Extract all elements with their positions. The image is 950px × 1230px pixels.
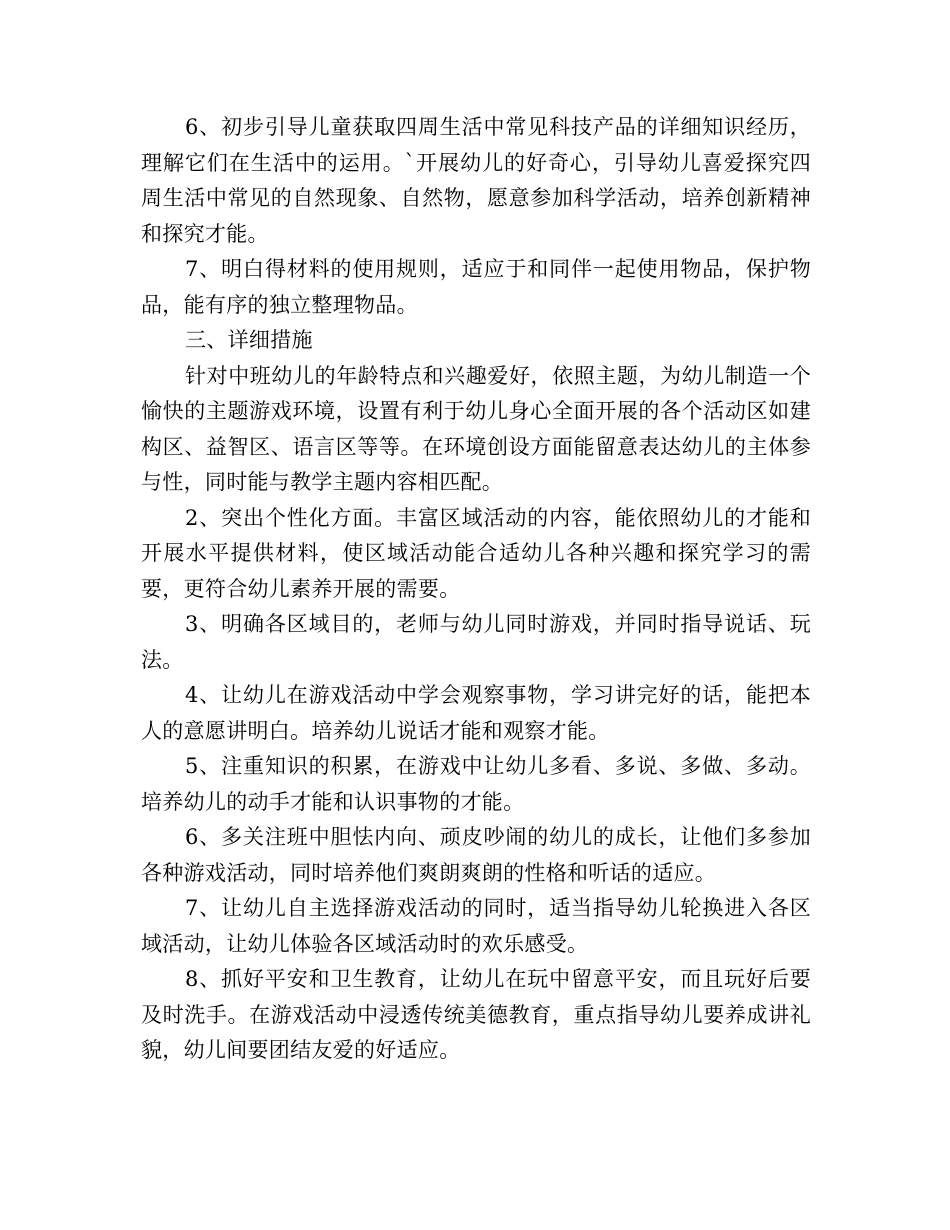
- paragraph-goal-7: 7、明白得材料的使用规则，适应于和同伴一起使用物品，保护物品，能有序的独立整理物品。: [141, 257, 811, 317]
- section-heading-measures: 三、详细措施: [185, 328, 313, 352]
- paragraph-measure-8: 8、抓好平安和卫生教育，让幼儿在玩中留意平安，而且玩好后要及时洗手。在游戏活动中浸透传统美德教育，重点指导幼儿要养成讲礼貌，幼儿间要团结友爱的好适应。: [141, 967, 811, 1062]
- paragraph-measure-7: 7、让幼儿自主选择游戏活动的同时，适当指导幼儿轮换进入各区域活动，让幼儿体验各区域活动时的欢乐感受。: [141, 896, 811, 956]
- paragraph-goal-6: 6、初步引导儿童获取四周生活中常见科技产品的详细知识经历，理解它们在生活中的运用。`开展幼儿的好奇心，引导幼儿喜爱探究四周生活中常见的自然现象、自然物，愿意参加科学活动，培养创新精神和探究才能。: [141, 115, 811, 246]
- paragraph-measure-6: 6、多关注班中胆怯内向、顽皮吵闹的幼儿的成长，让他们多参加各种游戏活动，同时培养他们爽朗爽朗的性格和听话的适应。: [141, 825, 811, 885]
- paragraph-measure-2: 2、突出个性化方面。丰富区域活动的内容，能依照幼儿的才能和开展水平提供材料，使区域活动能合适幼儿各种兴趣和探究学习的需要，更符合幼儿素养开展的需要。: [141, 505, 811, 601]
- paragraph-measure-4: 4、让幼儿在游戏活动中学会观察事物，学习讲完好的话，能把本人的意愿讲明白。培养幼儿说话才能和观察才能。: [141, 683, 811, 743]
- paragraph-measure-1: 针对中班幼儿的年龄特点和兴趣爱好，依照主题，为幼儿制造一个愉快的主题游戏环境，设置有利于幼儿身心全面开展的各个活动区如建构区、益智区、语言区等等。在环境创设方面能留意表达幼儿的主体参与性，同时能与教学主题内容相匹配。: [141, 363, 811, 494]
- paragraph-measure-3: 3、明确各区域目的，老师与幼儿同时游戏，并同时指导说话、玩法。: [141, 612, 811, 672]
- paragraph-measure-5: 5、注重知识的积累，在游戏中让幼儿多看、多说、多做、多动。培养幼儿的动手才能和认识事物的才能。: [141, 754, 811, 814]
- document-body: [141, 110, 811, 1069]
